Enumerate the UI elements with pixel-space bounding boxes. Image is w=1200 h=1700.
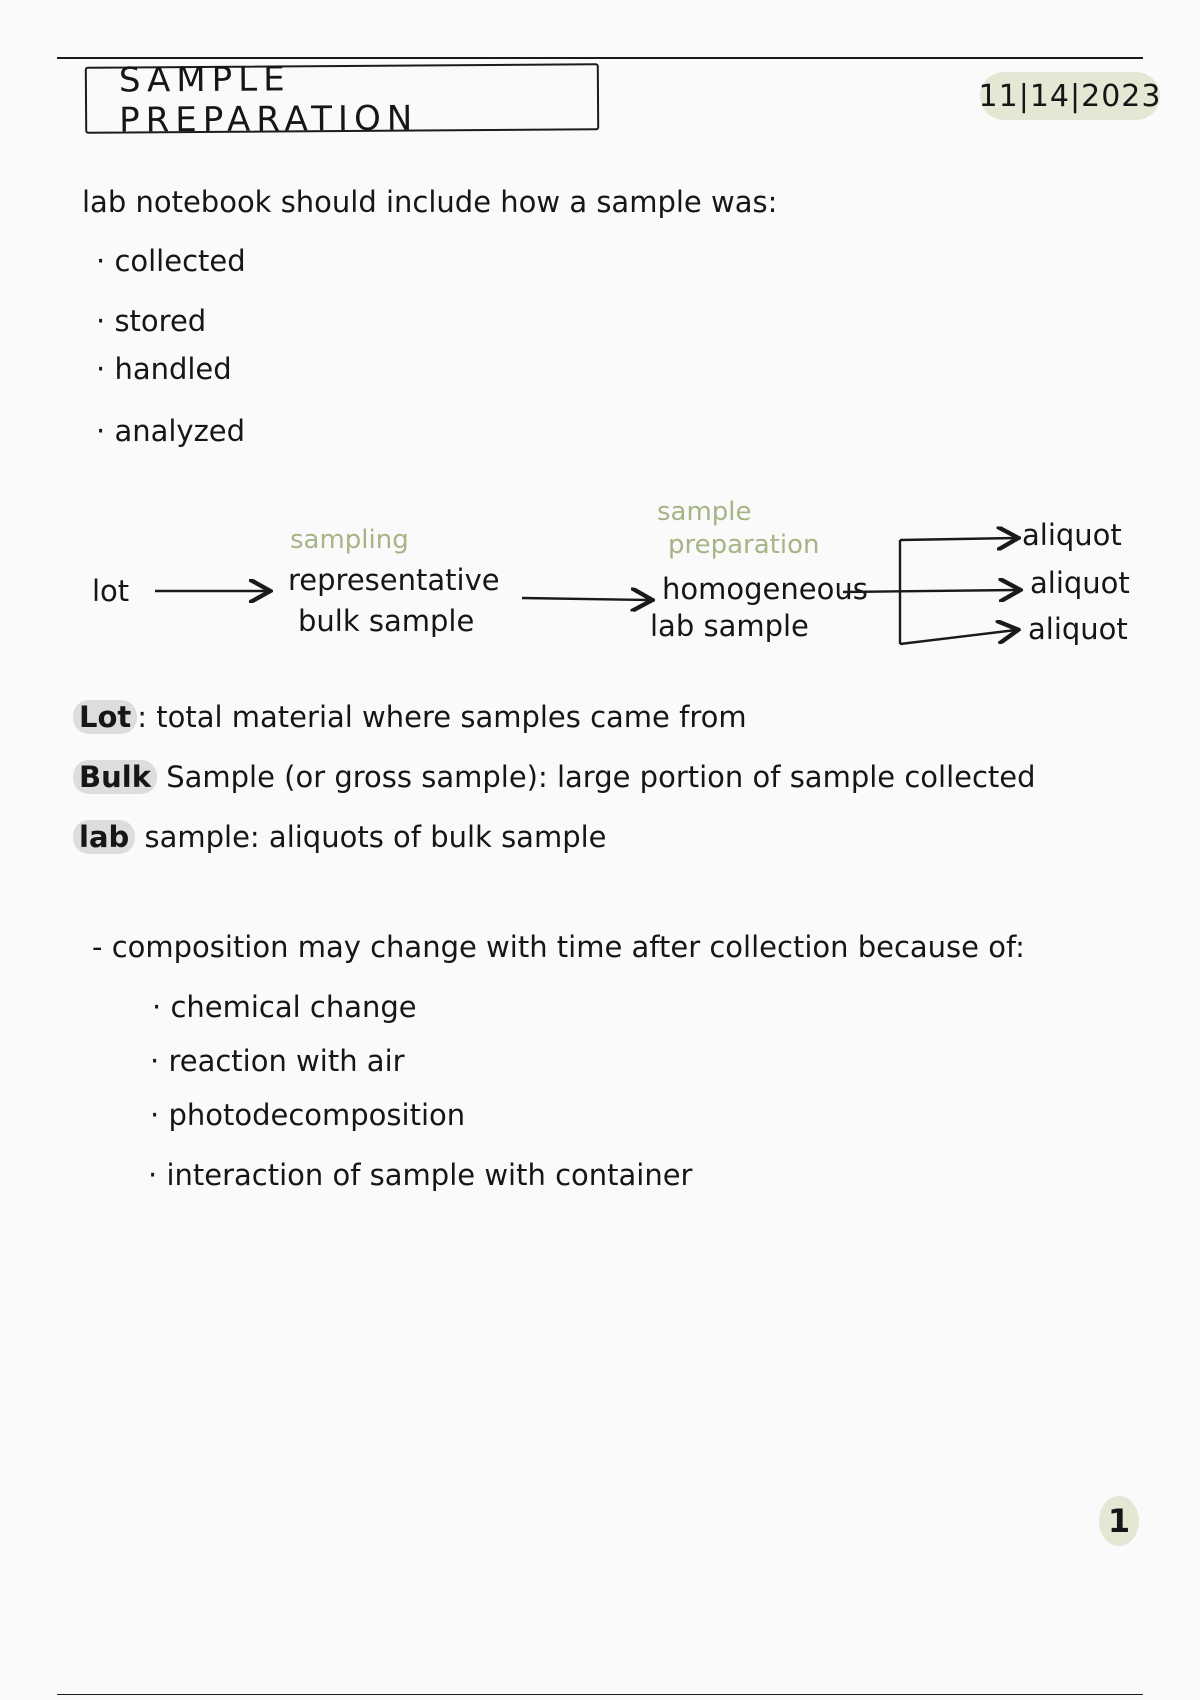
- how-item: · collected: [96, 244, 246, 278]
- definition-bulk: Bulk Sample (or gross sample): large portion of sample collected: [73, 760, 1036, 794]
- bottom-rule: [57, 1694, 1143, 1695]
- term-highlight: lab: [73, 820, 135, 854]
- how-item: · stored: [96, 304, 207, 338]
- change-item: · interaction of sample with container: [148, 1158, 693, 1192]
- change-item: · chemical change: [152, 990, 417, 1024]
- flow-lab-line2: lab sample: [650, 609, 809, 643]
- flow-step1-label: sampling: [290, 525, 409, 555]
- page-number: 1: [1099, 1496, 1139, 1546]
- flow-lot: lot: [92, 574, 130, 608]
- change-item: · photodecomposition: [150, 1098, 466, 1132]
- page-title: SAMPLE PREPARATION: [118, 58, 419, 141]
- how-item: · handled: [96, 352, 232, 386]
- term-highlight: Lot: [73, 700, 137, 734]
- change-intro: - composition may change with time after collection because of:: [92, 930, 1025, 964]
- how-item: · analyzed: [96, 414, 246, 448]
- date-badge: 11|14|2023: [980, 72, 1160, 120]
- change-item: · reaction with air: [150, 1044, 405, 1078]
- definition-lot: Lot : total material where samples came from: [73, 700, 747, 734]
- flow-step2-label-1: sample: [657, 497, 752, 527]
- definition-lab: lab sample: aliquots of bulk sample: [73, 820, 607, 854]
- flow-aliquot: aliquot: [1030, 566, 1130, 600]
- flow-aliquot: aliquot: [1022, 518, 1122, 552]
- arrow-to-aliquot-3: [900, 630, 1016, 644]
- flow-bulk-line1: representative: [288, 563, 500, 597]
- flow-lab-line1: homogeneous: [662, 572, 868, 606]
- flow-aliquot: aliquot: [1028, 612, 1128, 646]
- term-highlight: Bulk: [73, 760, 157, 794]
- intro-text: lab notebook should include how a sample was:: [82, 185, 778, 219]
- flow-step2-label-2: preparation: [668, 530, 820, 560]
- flow-bulk-line2: bulk sample: [298, 604, 475, 638]
- arrow-to-aliquot-2: [843, 590, 1018, 592]
- arrow-to-aliquot-1: [900, 538, 1016, 540]
- arrow-bulk-to-lab: [522, 598, 650, 600]
